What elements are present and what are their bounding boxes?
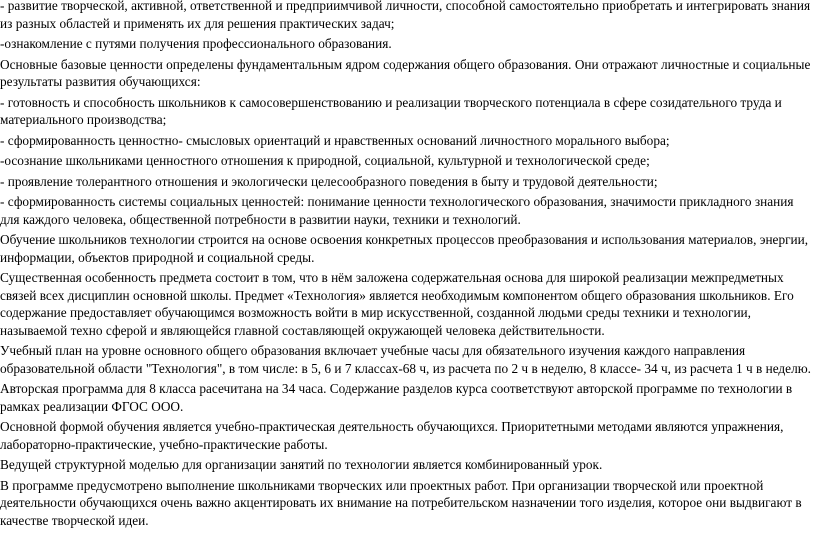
paragraph-curriculum-hours: Учебный план на уровне основного общего образования включает учебные часы для обязательного изучения каждого направления образовательной области "Технология", в том числе: в 5, 6 и 7 классах-68 ч, из расчета по 2 ч в неделю, 8 классе- 34 ч, из расчета 1 ч в неделю.	[0, 343, 811, 376]
paragraph-creative-projects: В программе предусмотрено выполнение школьниками творческих или проектных работ. При организации творческой или проектной деятельности обучающихся очень важно акцентировать их внимание на потребительском назначении того изделия, которое они выдвигают в качестве творческой идеи.	[0, 477, 802, 528]
paragraph-main-form: Основной формой обучения является учебно-практическая деятельность обучающихся. Приоритетными методами являются упражнения, лабораторно-практические, учебно-практические работы.	[0, 419, 784, 452]
paragraph-technology-teaching: Обучение школьников технологии строится на основе освоения конкретных процессов преобразования и использования материалов, энергии, информации, объектов природной и социальной среды.	[0, 232, 809, 265]
paragraph-basic-values: Основные базовые ценности определены фундаментальным ядром содержания общего образования. Они отражают личностные и социальные результаты развития обучающихся:	[0, 56, 811, 89]
paragraph-tolerance: - проявление толерантного отношения и экологически целесообразного поведения в быту и трудовой деятельности;	[0, 173, 658, 189]
paragraph-author-program: Авторская программа для 8 класса расечитана на 34 часа. Содержание разделов курса соответствуют авторской программе по технологии в рамках реализации ФГОС ООО.	[0, 381, 793, 414]
paragraph-goal-professional-education: -ознакомление с путями получения профессионального образования.	[0, 36, 392, 51]
paragraph-lesson-model: Ведущей структурной моделью для организации занятий по технологии является комбинированный урок.	[0, 457, 603, 472]
paragraph-subject-feature: Существенная особенность предмета состоит в том, что в нём заложена содержательная основа для широкой реализации межпредметных связей всех дисциплин основной школы. Предмет «Технология» является необходимым компонентом общего образования школьников. Его содержание предоставляет обучающимся возможность войти в мир искусственной, созданной людьми среды техники и технологии, называемой техно сферой и являющейся главной составляющей окружающей человека действительности.	[0, 270, 794, 338]
paragraph-readiness-self-improvement: - готовность и способность школьников к самосовершенствованию и реализации творческого потенциала в сфере созидательного труда и материального производства;	[0, 94, 782, 127]
paragraph-value-orientations: - сформированность ценностно- смысловых ориентаций и нравственных оснований личностного морального выбора;	[0, 132, 670, 148]
paragraph-environment-attitude: -осознание школьниками ценностного отношения к природной, социальной, культурной и технологической среде;	[0, 153, 650, 168]
paragraph-goal-creative-personality: - развитие творческой, активной, ответственной и предприимчивой личности, способной самостоятельно приобретать и интегрировать знания из разных областей и применять их для решения практических задач;	[0, 0, 811, 31]
paragraph-social-values-system: - сформированность системы социальных ценностей: понимание ценности технологического образования, значимости прикладного знания для каждого человека, общественной потребности в развитии науки, техники и технологий.	[0, 194, 794, 227]
